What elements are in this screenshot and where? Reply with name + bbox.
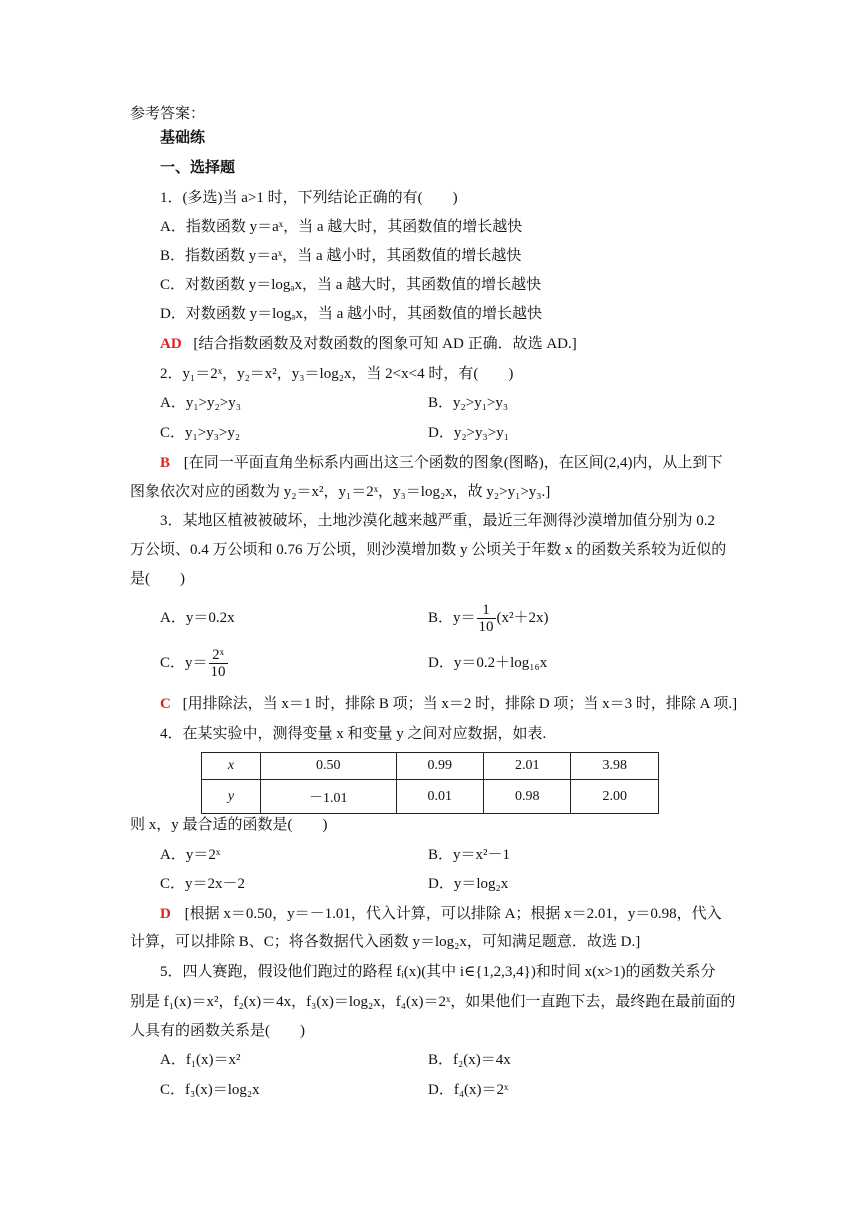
table-cell: 2.00: [571, 780, 659, 814]
q1-answer: AD: [160, 336, 182, 352]
table-row: [202, 780, 659, 814]
q2-answer: B: [160, 455, 171, 471]
q5-option-c: C．f₃(x)＝log₂x: [160, 1082, 260, 1098]
q1-option-d: D．对数函数 y＝logₐx，当 a 越小时，其函数值的增长越快: [160, 306, 543, 322]
q3-stem-3: 是( ): [130, 571, 185, 587]
q2-stem: 2．y₁＝2ˣ，y₂＝x²，y₃＝log₂x，当 2<x<4 时，有( ): [160, 366, 514, 382]
q4-option-c: C．y＝2x－2: [160, 876, 246, 892]
table-cell: 3.98: [571, 753, 659, 780]
q3-stem-1: 3．某地区植被被破坏，土地沙漠化越来越严重，最近三年测得沙漠增加值分别为 0.2: [160, 513, 716, 529]
q3-stem-2: 万公顷、0.4 万公顷和 0.76 万公顷，则沙漠增加数 y 公顷关于年数 x 的函数关系较为近似的: [130, 542, 727, 558]
q3-option-b-suffix: (x²＋2x): [496, 610, 549, 626]
q2-option-d: D．y₂>y₃>y₁: [428, 425, 509, 441]
q4-question: 则 x，y 最合适的函数是( ): [130, 817, 328, 833]
part-title: 一、选择题: [160, 160, 236, 176]
q2-option-b: B．y₂>y₁>y₃: [428, 395, 509, 411]
q1-option-b: B．指数函数 y＝aˣ，当 a 越小时，其函数值的增长越快: [160, 248, 522, 264]
q1-explanation: [结合指数函数及对数函数的图象可知 AD 正确．故选 AD.]: [193, 336, 577, 352]
q4-explanation-2: 计算，可以排除 B、C；将各数据代入函数 y＝log₂x，可知满足题意．故选 D.]: [130, 934, 641, 950]
q4-answer-line: [160, 904, 722, 924]
q3-option-b: [428, 598, 549, 638]
q3-option-b-fraction: [477, 602, 496, 635]
q3-option-c-prefix: C．y＝: [160, 655, 208, 671]
q3-answer-line: [160, 694, 737, 714]
q5-option-d: D．f₄(x)＝2ˣ: [428, 1082, 509, 1098]
section-title: 基础练: [160, 130, 206, 146]
q5-stem-1: 5．四人赛跑，假设他们跑过的路程 fᵢ(x)(其中 i∈{1,2,3,4})和时间 x(x>1)的函数关系分: [160, 964, 716, 980]
q5-option-b: B．f₂(x)＝4x: [428, 1052, 511, 1068]
q3-option-d: D．y＝0.2＋log₁₆x: [428, 655, 548, 671]
table-cell: 0.99: [396, 753, 483, 780]
q1-stem: 1．(多选)当 a>1 时，下列结论正确的有( ): [160, 190, 458, 206]
q3-option-a: A．y＝0.2x: [160, 610, 235, 626]
q3-option-c-denominator: 10: [210, 664, 226, 681]
table-cell: 2.01: [484, 753, 571, 780]
q3-explanation: [用排除法，当 x＝1 时，排除 B 项；当 x＝2 时，排除 D 项；当 x＝3 时，排除 A 项.]: [182, 696, 738, 712]
q4-option-a: A．y＝2ˣ: [160, 847, 221, 863]
q4-explanation-1: [根据 x＝0.50，y＝－1.01，代入计算，可以排除 A；根据 x＝2.01，y＝0.98，代入: [184, 906, 722, 922]
q5-stem-2: 别是 f₁(x)＝x²，f₂(x)＝4x，f₃(x)＝log₂x，f₄(x)＝2ˣ，如果他们一直跑下去，最终跑在最前面的: [130, 994, 736, 1010]
q2-option-a: A．y₁>y₂>y₃: [160, 395, 241, 411]
q2-explanation-2: 图象依次对应的函数为 y₂＝x²，y₁＝2ˣ，y₃＝log₂x，故 y₂>y₁>y₃.]: [130, 484, 551, 500]
q1-option-c: C．对数函数 y＝logₐx，当 a 越大时，其函数值的增长越快: [160, 277, 542, 293]
q4-option-d: D．y＝log₂x: [428, 876, 509, 892]
table-cell: 0.98: [484, 780, 571, 814]
table-row: [202, 753, 659, 780]
table-cell: 0.50: [261, 753, 397, 780]
q4-stem: 4．在某实验中，测得变量 x 和变量 y 之间对应数据，如表.: [160, 726, 547, 742]
q3-option-b-numerator: 1: [477, 602, 496, 619]
q4-answer: D: [160, 906, 171, 922]
q5-stem-3: 人具有的函数关系是( ): [130, 1023, 305, 1039]
table-cell: x: [202, 753, 261, 780]
table-cell: y: [202, 780, 261, 814]
answer-reference-heading: 参考答案：: [130, 106, 206, 122]
q3-option-b-denominator: 10: [478, 619, 494, 636]
q2-explanation-1: [在同一平面直角坐标系内画出这三个函数的图象(图略)，在区间(2,4)内，从上到下: [183, 455, 723, 471]
q2-option-c: C．y₁>y₃>y₂: [160, 425, 241, 441]
q3-option-b-prefix: B．y＝: [428, 610, 476, 626]
q4-option-b: B．y＝x²－1: [428, 847, 511, 863]
q3-option-c-fraction: [209, 647, 228, 680]
q3-answer: C: [160, 696, 171, 712]
q2-answer-line: [160, 453, 723, 473]
table-cell: 0.01: [396, 780, 483, 814]
q1-option-a: A．指数函数 y＝aˣ，当 a 越大时，其函数值的增长越快: [160, 219, 523, 235]
table-cell: －1.01: [261, 780, 397, 814]
q4-data-table: [201, 752, 659, 814]
q3-option-c: [160, 643, 229, 683]
q5-option-a: A．f₁(x)＝x²: [160, 1052, 241, 1068]
q3-option-c-numerator: 2ˣ: [209, 647, 228, 664]
q1-answer-line: [160, 334, 577, 354]
